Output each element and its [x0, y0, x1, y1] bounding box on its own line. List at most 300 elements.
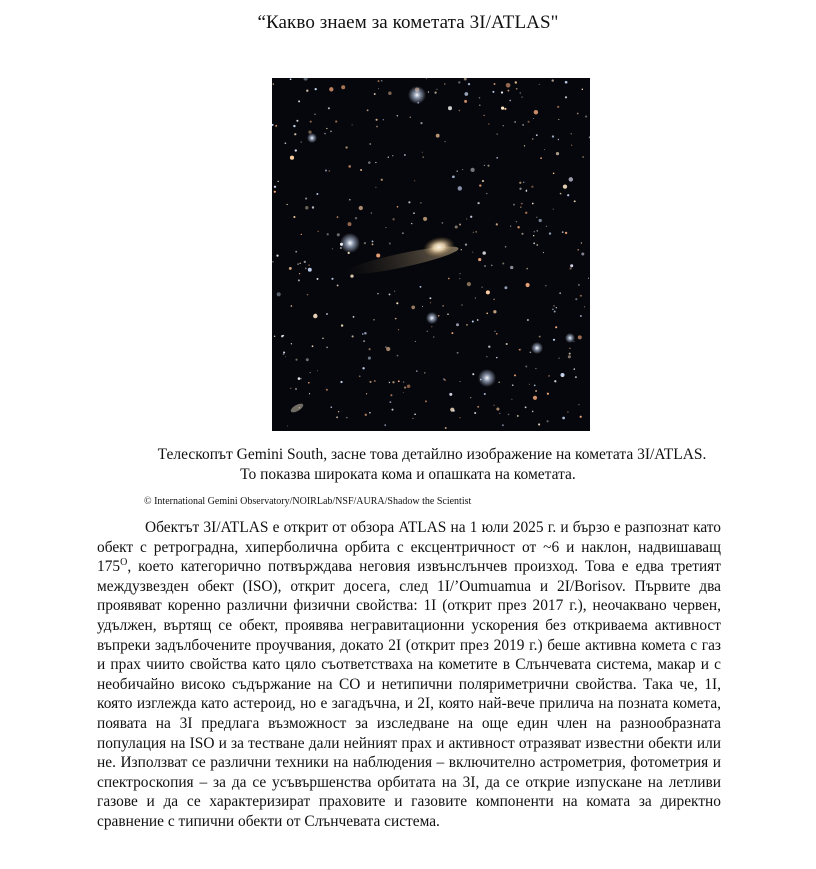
star-dot — [585, 115, 587, 117]
star-dot — [404, 154, 406, 156]
star-dot — [378, 80, 380, 82]
star-dot — [392, 409, 394, 411]
star-dot — [472, 373, 474, 375]
star-dot — [413, 212, 415, 214]
star-dot — [458, 186, 462, 190]
star-dot — [442, 305, 444, 307]
star-dot — [444, 83, 446, 85]
star-dot — [580, 315, 582, 317]
star-dot — [285, 142, 287, 144]
star-dot — [486, 312, 488, 314]
star-dot — [438, 315, 440, 317]
star-dot — [305, 198, 307, 200]
image-credit: © International Gemini Observatory/NOIRLab/NSF/AURA/Shadow the Scientist — [144, 496, 472, 507]
star-dot — [332, 248, 333, 249]
star-dot — [520, 92, 521, 93]
star-dot — [562, 231, 564, 233]
star-dot — [366, 393, 367, 394]
star-dot — [277, 181, 278, 182]
star-dot — [534, 110, 539, 115]
star-dot — [335, 120, 337, 122]
star-dot — [486, 356, 487, 357]
star-dot — [423, 156, 424, 157]
star-dot — [459, 278, 460, 279]
star-dot — [290, 78, 292, 80]
star-dot — [443, 378, 445, 380]
star-dot — [369, 348, 371, 350]
star-dot — [584, 306, 585, 307]
star-dot — [362, 333, 364, 335]
star-dot — [479, 104, 481, 106]
star-dot — [274, 191, 276, 193]
star-dot — [559, 358, 560, 359]
star-dot — [549, 232, 551, 234]
star-dot — [412, 418, 413, 419]
star-dot — [496, 157, 498, 159]
star-dot — [389, 401, 391, 403]
star-dot — [496, 223, 498, 225]
star-dot — [526, 189, 527, 190]
star-dot — [496, 407, 499, 410]
star-dot — [574, 368, 575, 369]
star-dot — [553, 305, 554, 306]
star-dot — [482, 180, 484, 182]
star-dot — [312, 345, 314, 347]
star-dot — [403, 392, 404, 393]
star-dot — [389, 382, 390, 383]
star-dot — [456, 323, 459, 326]
star-dot — [376, 126, 378, 128]
star-dot — [359, 375, 361, 377]
star-dot — [517, 415, 519, 417]
star-dot — [509, 100, 511, 102]
star-dot — [359, 206, 363, 210]
star-dot — [388, 91, 391, 94]
star-dot — [523, 181, 525, 183]
star-dot — [434, 91, 436, 93]
star-dot — [588, 278, 589, 279]
star-dot — [539, 219, 542, 222]
star-dot — [306, 90, 308, 92]
star-dot — [520, 207, 521, 208]
star-dot — [459, 417, 460, 418]
star-dot — [328, 170, 330, 172]
star-dot — [291, 343, 292, 344]
star-dot — [352, 124, 353, 125]
star-dot — [514, 121, 515, 122]
star-dot — [536, 134, 538, 136]
star-dot — [378, 88, 379, 89]
star-dot — [402, 232, 404, 234]
star-dot — [331, 278, 333, 280]
star-dot — [527, 319, 529, 321]
star-dot — [525, 406, 527, 408]
star-dot — [465, 244, 467, 246]
star-dot — [519, 349, 521, 351]
star-dot — [423, 217, 427, 221]
star-dot — [535, 390, 537, 392]
star-dot — [571, 145, 572, 146]
star-dot — [486, 193, 487, 194]
star-dot — [345, 146, 347, 148]
star-dot — [374, 380, 376, 382]
star-dot — [310, 121, 312, 123]
star-dot — [374, 93, 376, 95]
star-dot — [308, 382, 310, 384]
star-dot — [502, 263, 504, 265]
star-dot — [448, 278, 450, 280]
star-dot — [363, 340, 365, 342]
star-dot — [466, 324, 468, 326]
star-dot — [547, 393, 549, 395]
star-dot — [460, 381, 461, 382]
star-dot — [455, 225, 458, 228]
star-dot — [336, 416, 338, 418]
star-dot — [341, 324, 343, 326]
star-dot — [325, 170, 327, 172]
star-dot — [451, 332, 453, 334]
star-dot — [293, 125, 295, 127]
star-dot — [513, 204, 515, 206]
star-dot — [369, 381, 371, 383]
star-dot — [297, 263, 298, 264]
star-dot — [436, 134, 440, 138]
star-dot — [341, 85, 345, 89]
star-dot — [310, 372, 311, 373]
star-dot — [364, 332, 367, 335]
star-dot — [506, 83, 511, 88]
star-dot — [504, 286, 507, 289]
star-dot — [298, 377, 301, 380]
star-dot — [314, 313, 316, 315]
star-dot — [553, 173, 555, 175]
star-dot — [533, 242, 535, 244]
star-dot — [533, 235, 534, 236]
star-dot — [487, 165, 489, 167]
star-dot — [285, 356, 286, 357]
star-dot — [286, 204, 287, 205]
star-dot — [422, 152, 423, 153]
star-dot — [355, 217, 357, 219]
star-dot — [308, 264, 309, 265]
star-dot — [348, 165, 351, 168]
star-dot — [473, 232, 474, 233]
star-dot — [565, 232, 567, 234]
star-dot — [514, 374, 516, 376]
star-dot — [553, 339, 555, 341]
star-dot — [337, 216, 339, 218]
star-dot — [464, 100, 467, 103]
star-dot — [459, 273, 460, 274]
body-text-part-1: Обектът 3I/ATLAS е открит от обзора ATLAS на 1 юли 2025 г. и бързо е разпознат като обект с ретроградна, хиперболична орбита с ексцентричност от ~6 и наклон, надвишаващ 175 — [97, 519, 721, 576]
star-dot — [516, 221, 517, 222]
star-dot — [457, 352, 459, 354]
star-dot — [449, 393, 452, 396]
star-dot — [484, 393, 486, 395]
star-dot — [474, 412, 476, 414]
star-dot — [459, 110, 461, 112]
star-dot — [420, 122, 422, 124]
star-dot — [482, 287, 483, 288]
star-dot — [430, 302, 431, 303]
star-dot — [436, 89, 437, 90]
star-dot — [287, 425, 288, 426]
star-dot — [532, 203, 534, 205]
star-dot — [427, 331, 428, 332]
star-dot — [501, 106, 504, 109]
star-dot — [420, 202, 421, 203]
star-dot — [369, 143, 371, 145]
star-dot — [307, 294, 309, 296]
star-dot — [567, 411, 568, 412]
star-dot — [272, 261, 274, 263]
star-dot — [568, 355, 571, 358]
star-dot — [398, 380, 400, 382]
star-dot — [569, 348, 570, 349]
star-dot — [562, 376, 563, 377]
star-dot — [312, 206, 314, 208]
body-text-part-2: , което категорично потвърждава неговия извънслънчев произход. Това е едва третият междузвезден обект (ISO), открит досега, след 1I/’Oumuamua и 2I/Borisov. Първите два проявяват коренно различни физични свойства: 1I (открит през 2017 г.), неочаквано червен, удължен, въртящ се обект, проявява негравитационни ускорения без откриваема активност въпреки задълбочените проучвания, докато 2I (открит през 2019 г.) беше активна комета с газ и прах чиито свойства като цяло съответстваха на кометите в Слънчевата система, макар и с необичайно високо съдържание на CO и нетипични поляриметрични свойства. Така че, 1I, която изглежда като астероид, но е загадъчна, и 2I, която най-вече прилича на позната комета, появата на 3I предлага възможност за изследване на още един член на разнообразната популация на ISO и за тестване дали нейният прах и активност отразяват известни обекти или не. Използват се различни техники на наблюдения – включително астрометрия, фотометрия и спектроскопия – за да се усъвършенства орбитата на 3I, да се открие изпускане на летливи газове и да се характеризират праховите и газовите компоненти на комата за директно сравнение с типични обекти от Слънчевата система. — [97, 558, 721, 830]
star-dot — [330, 131, 332, 133]
star-dot — [519, 188, 521, 190]
star-dot — [535, 368, 536, 369]
star-dot — [326, 347, 328, 349]
star-dot — [293, 216, 295, 218]
star-dot — [295, 388, 297, 390]
star-dot — [397, 206, 399, 208]
star-dot — [407, 384, 411, 388]
star-dot — [466, 218, 467, 219]
star-dot — [392, 155, 393, 156]
star-dot — [569, 353, 571, 355]
star-dot — [558, 119, 559, 120]
star-dot — [352, 335, 354, 337]
star-dot — [368, 161, 371, 164]
star-dot — [492, 91, 494, 93]
star-dot — [511, 399, 512, 400]
star-dot — [507, 90, 509, 92]
star-dot — [306, 358, 309, 361]
star-dot — [308, 268, 312, 272]
star-dot — [296, 120, 298, 122]
star-dot — [526, 268, 528, 270]
star-dot — [539, 336, 541, 338]
star-dot — [362, 367, 364, 369]
star-dot — [488, 123, 489, 124]
star-dot — [525, 212, 527, 214]
star-dot — [295, 149, 297, 151]
star-dot — [540, 157, 542, 159]
star-dot — [491, 264, 493, 266]
star-dot — [456, 170, 458, 172]
star-dot — [375, 187, 376, 188]
star-dot — [299, 273, 300, 274]
star-dot — [408, 201, 410, 203]
star-dot — [348, 222, 352, 226]
star-dot — [327, 233, 329, 235]
star-dot — [552, 79, 554, 81]
star-dot — [326, 389, 328, 391]
star-dot — [445, 427, 447, 429]
star-dot — [350, 274, 353, 277]
star-dot — [415, 341, 416, 342]
star-dot — [545, 285, 546, 286]
star-dot — [373, 319, 375, 321]
star-dot — [505, 246, 507, 248]
star-dot — [317, 278, 319, 280]
star-dot — [398, 329, 399, 330]
star-dot — [533, 118, 534, 119]
star-dot — [475, 298, 476, 299]
star-dot — [493, 405, 494, 406]
comet-starfield-icon — [272, 78, 590, 431]
star-dot — [548, 375, 550, 377]
star-dot — [472, 252, 473, 253]
star-dot — [368, 357, 371, 360]
star-dot — [521, 203, 523, 205]
star-dot — [531, 186, 533, 188]
star-dot — [381, 179, 383, 181]
star-dot — [367, 109, 369, 111]
star-dot — [533, 396, 537, 400]
star-dot — [281, 335, 283, 337]
star-dot — [388, 157, 389, 158]
star-dot — [424, 372, 425, 373]
star-dot — [274, 186, 276, 188]
star-dot — [499, 413, 500, 414]
star-dot — [275, 125, 277, 127]
star-dot — [389, 242, 391, 244]
star-dot — [536, 244, 538, 246]
star-dot — [442, 222, 444, 224]
star-dot — [575, 298, 577, 300]
star-dot — [369, 412, 371, 414]
star-dot — [371, 212, 373, 214]
star-dot — [276, 254, 278, 256]
star-dot — [472, 321, 474, 323]
star-dot — [488, 345, 490, 347]
star-dot — [464, 92, 468, 96]
star-dot — [470, 216, 472, 218]
star-dot — [569, 267, 571, 269]
star-dot — [484, 165, 485, 166]
star-dot — [376, 119, 378, 121]
star-dot — [521, 233, 523, 235]
star-dot — [360, 169, 362, 171]
star-dot — [543, 252, 544, 253]
star-dot — [475, 231, 477, 233]
star-dot — [521, 96, 522, 97]
star-dot — [404, 387, 406, 389]
star-dot — [414, 414, 416, 416]
document-title: “Какво знаем за кометата 3I/ATLAS" — [257, 12, 559, 33]
star-dot — [447, 313, 449, 315]
star-dot — [309, 393, 310, 394]
star-dot — [497, 134, 498, 135]
star-dot — [300, 378, 301, 379]
star-dot — [330, 406, 332, 408]
star-dot — [295, 359, 297, 361]
star-dot — [392, 218, 394, 220]
star-dot — [386, 347, 390, 351]
star-dot — [462, 169, 463, 170]
star-dot — [547, 420, 549, 422]
star-dot — [578, 284, 580, 286]
star-dot — [375, 162, 376, 163]
star-dot — [529, 384, 530, 385]
star-dot — [459, 224, 461, 226]
star-dot — [289, 267, 292, 270]
star-dot — [299, 263, 301, 265]
caption-line-2: То показва широката кома и опашката на кометата. — [240, 466, 576, 483]
star-dot — [546, 226, 547, 227]
star-dot — [364, 242, 366, 244]
star-dot — [372, 244, 374, 246]
star-dot — [493, 299, 494, 300]
star-dot — [329, 87, 333, 91]
star-dot — [517, 226, 519, 228]
star-dot — [580, 295, 582, 297]
star-dot — [557, 106, 559, 108]
star-dot — [532, 411, 534, 413]
star-dot — [283, 351, 285, 353]
star-dot — [397, 355, 399, 357]
star-dot — [578, 335, 582, 339]
star-dot — [526, 190, 528, 192]
star-dot — [581, 242, 582, 243]
star-dot — [504, 108, 506, 110]
star-dot — [324, 133, 325, 134]
star-dot — [508, 414, 510, 416]
star-dot — [349, 199, 351, 201]
star-dot — [470, 397, 471, 398]
star-dot — [470, 168, 474, 172]
star-dot — [581, 252, 584, 255]
star-dot — [433, 336, 434, 337]
star-dot — [526, 283, 530, 287]
star-dot — [506, 343, 508, 345]
star-dot — [555, 326, 557, 328]
star-dot — [582, 89, 584, 91]
star-dot — [326, 128, 327, 129]
star-dot — [498, 381, 500, 383]
star-dot — [305, 206, 309, 210]
star-dot — [394, 291, 395, 292]
star-dot — [461, 304, 462, 305]
star-dot — [484, 265, 486, 267]
star-dot — [396, 302, 398, 304]
star-dot — [563, 184, 567, 188]
star-dot — [582, 156, 583, 157]
star-dot — [389, 293, 391, 295]
star-dot — [317, 370, 318, 371]
star-dot — [494, 83, 496, 85]
star-dot — [493, 310, 496, 313]
star-dot — [565, 96, 567, 98]
star-dot — [534, 385, 536, 387]
star-dot — [273, 83, 274, 84]
star-dot — [411, 223, 412, 224]
star-dot — [444, 141, 445, 142]
star-dot — [552, 135, 554, 137]
star-dot — [403, 381, 404, 382]
star-dot — [578, 404, 579, 405]
star-dot — [468, 83, 470, 85]
star-dot — [552, 309, 553, 310]
star-dot — [295, 251, 297, 253]
star-dot — [477, 319, 479, 321]
star-dot — [411, 306, 415, 310]
